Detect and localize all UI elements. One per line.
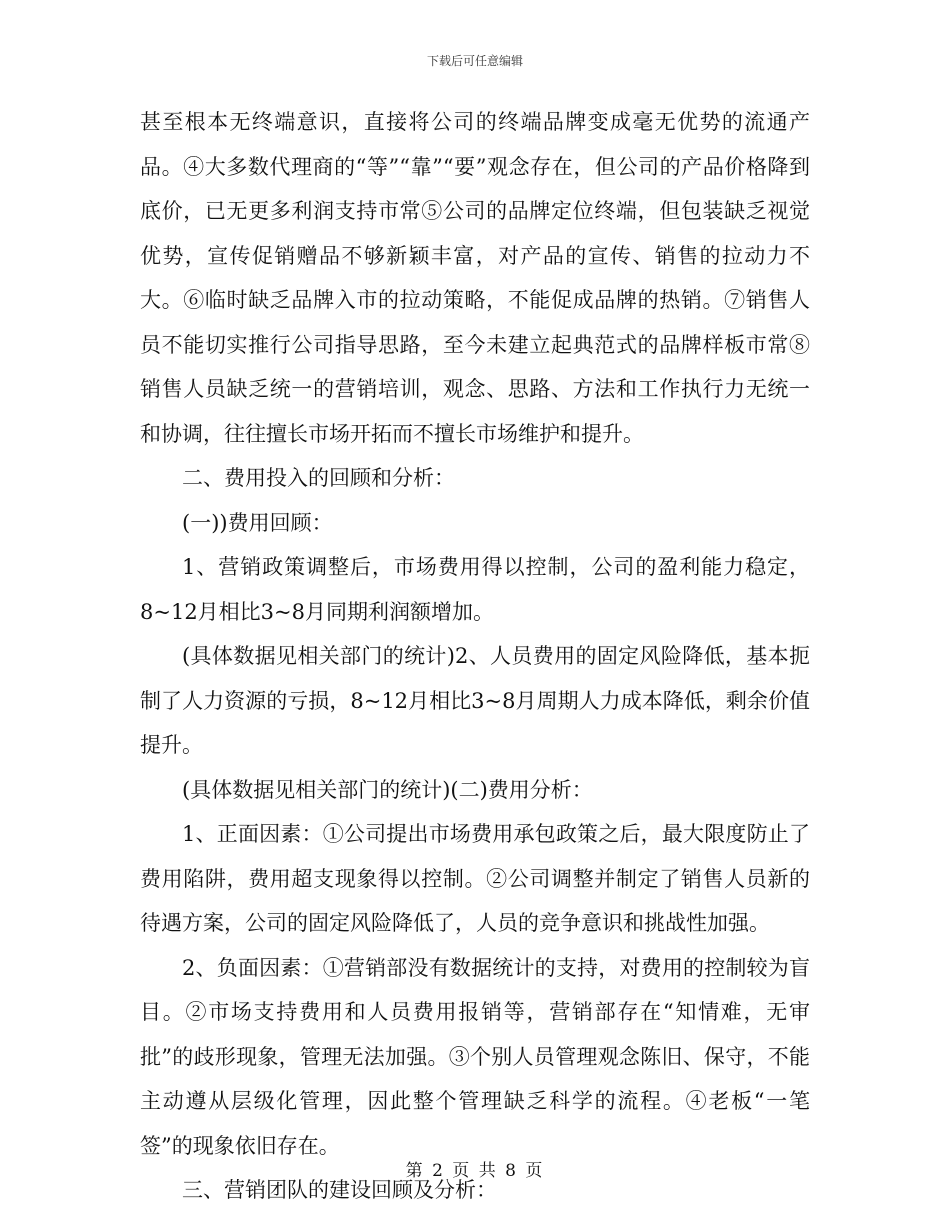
document-body	[140, 100, 810, 1213]
paragraph: (具体数据见相关部门的统计)2、人员费用的固定风险降低，基本扼制了人力资源的亏损，8~12月相比3~8月周期人力成本降低，剩余价值提升。	[140, 644, 810, 757]
subsection-heading-expense-recap: (一))费用回顾：	[182, 510, 333, 535]
paragraph: 1、正面因素：①公司提出市场费用承包政策之后，最大限度防止了费用陷阱，费用超支现象得以控制。②公司调整并制定了销售人员新的待遇方案，公司的固定风险降低了，人员的竞争意识和挑战性加强。	[140, 822, 810, 935]
paragraph: (具体数据见相关部门的统计)(二)费用分析：	[182, 777, 593, 802]
paragraph: 2、负面因素：①营销部没有数据统计的支持，对费用的控制较为盲目。②市场支持费用和人员费用报销等，营销部存在“知情难，无审批”的歧形现象，管理无法加强。③个别人员管理观念陈旧、保守，不能主动遵从层级化管理，因此整个管理缺乏科学的流程。④老板“一笔签”的现象依旧存在。	[140, 955, 810, 1158]
page-header: 下载后可任意编辑	[426, 54, 523, 68]
page-footer: 第 2 页 共 8 页	[405, 1161, 545, 1181]
paragraph-continued: 甚至根本无终端意识，直接将公司的终端品牌变成毫无优势的流通产品。④大多数代理商的“等”“靠”“要”观念存在，但公司的产品价格降到底价，已无更多利润支持市常⑤公司的品牌定位终端，但包装缺乏视觉优势，宣传促销赠品不够新颖丰富，对产品的宣传、销售的拉动力不大。⑥临时缺乏品牌入市的拉动策略，不能促成品牌的热销。⑦销售人员不能切实推行公司指导思路，至今未建立起典范式的品牌样板市常⑧销售人员缺乏统一的营销培训，观念、思路、方法和工作执行力无统一和协调，往往擅长市场开拓而不擅长市场维护和提升。	[140, 110, 810, 446]
paragraph: 1、营销政策调整后，市场费用得以控制，公司的盈利能力稳定，8~12月相比3~8月同期利润额增加。	[140, 555, 810, 624]
section-heading-team-building: 三、营销团队的建设回顾及分析：	[182, 1178, 497, 1202]
section-heading-expense-review: 二、费用投入的回顾和分析：	[182, 466, 455, 490]
